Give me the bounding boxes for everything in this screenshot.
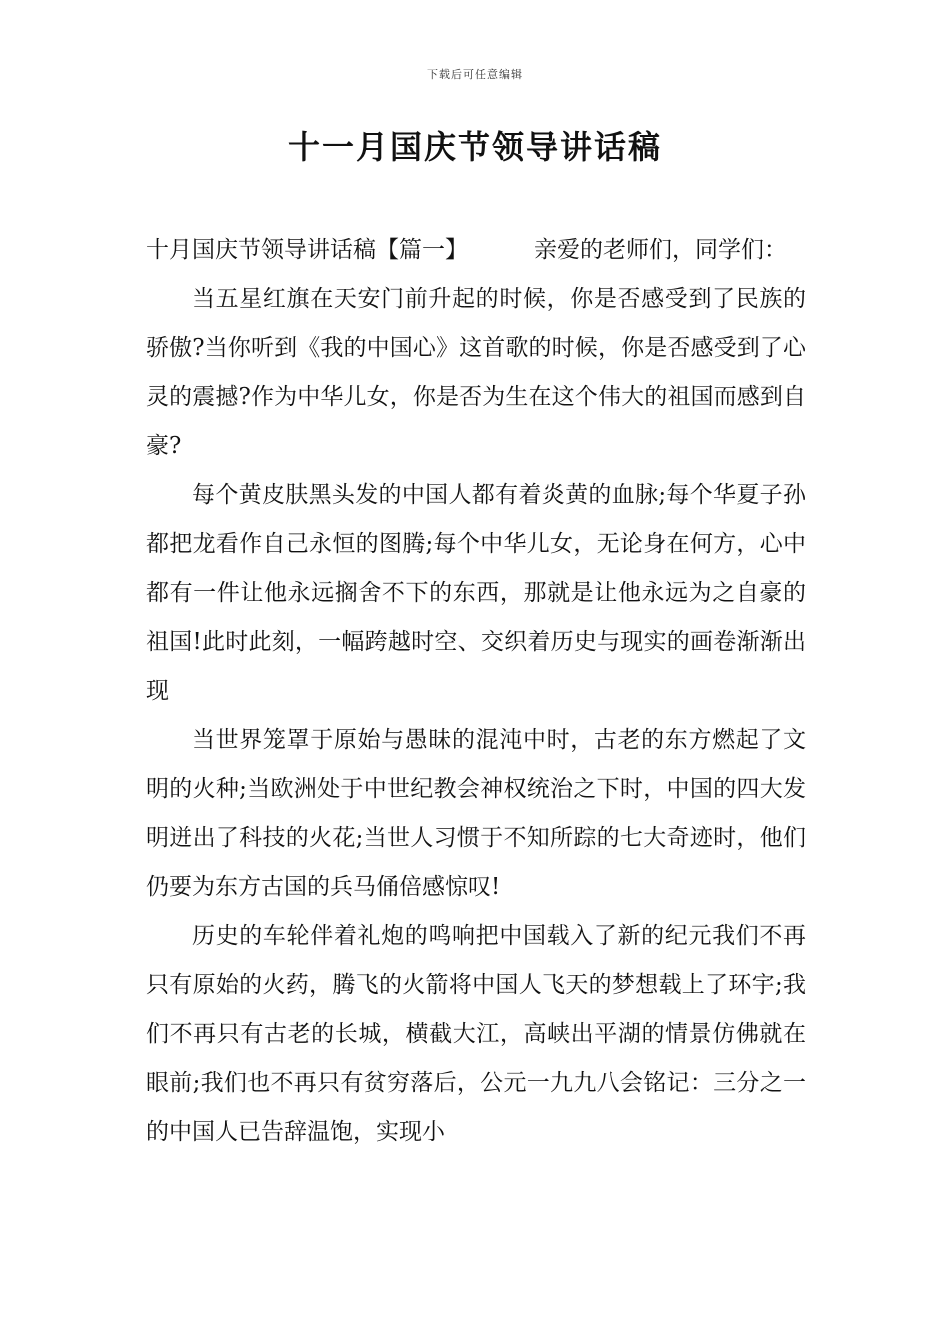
- paragraph: 历史的车轮伴着礼炮的鸣响把中国载入了新的纪元我们不再只有原始的火药，腾飞的火箭将中国人飞天的梦想载上了环宇;我们不再只有古老的长城，横截大江，高峡出平湖的情景仿佛就在眼前;我们也不再只有贫穷落后，公元一九九八会铭记：三分之一的中国人已告辞温饱，实现小: [146, 923, 806, 1145]
- paragraph: 当世界笼罩于原始与愚昧的混沌中时，古老的东方燃起了文明的火种;当欧洲处于中世纪教会神权统治之下时，中国的四大发明迸出了科技的火花;当世人习惯于不知所踪的七大奇迹时，他们仍要为东方古国的兵马俑倍感惊叹!: [146, 727, 806, 900]
- header-note: 下载后可任意编辑: [427, 68, 523, 81]
- paragraph: 每个黄皮肤黑头发的中国人都有着炎黄的血脉;每个华夏子孙都把龙看作自己永恒的图腾;每个中华儿女，无论身在何方，心中都有一件让他永远搁舍不下的东西，那就是让他永远为之自豪的祖国!此时此刻，一幅跨越时空、交织着历史与现实的画卷渐渐出现: [146, 482, 806, 704]
- section-heading: 十月国庆节领导讲话稿【篇一】: [146, 237, 468, 263]
- document-title: 十一月国庆节领导讲话稿: [287, 128, 662, 166]
- greeting: 亲爱的老师们，同学们：: [534, 237, 787, 263]
- paragraph: 当五星红旗在天安门前升起的时候，你是否感受到了民族的骄傲?当你听到《我的中国心》这首歌的时候，你是否感受到了心灵的震撼?作为中华儿女，你是否为生在这个伟大的祖国而感到自豪?: [146, 286, 806, 459]
- intro-paragraph: [146, 226, 806, 275]
- document-body: [146, 226, 806, 1157]
